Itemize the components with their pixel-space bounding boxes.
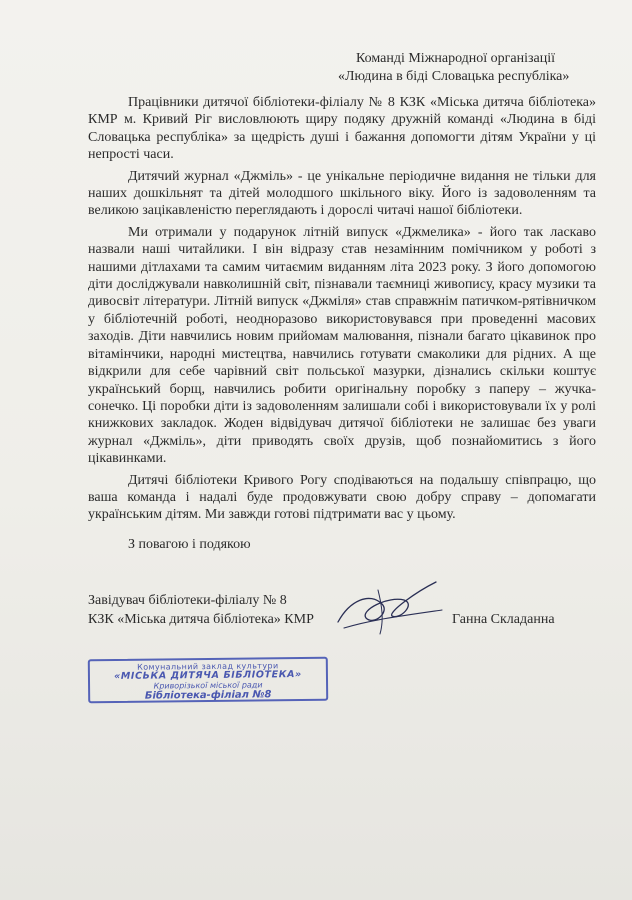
paragraph-3: Ми отримали у подарунок літній випуск «Джмелика» - його так ласкаво назвали наші читайлики. І він відразу став незамінним помічником у роботі з нашими дітлахами та самим читаємим виданням літа 2023 року. З його допомогою діти досліджували навколишній світ, пізнавали таємниці живопису, красу музики та дивосвіт літератури. Літній випуск «Джміля» став справжнім патичком-рятівничком у бібліотечній роботі, неодноразово використовувався при проведенні масових заходів. Діти навчились новим прийомам малювання, пізнали багато цікавинок про вітамінчики, народні мистецтва, навчились готувати смаколики для рідних. А ще відкрили для себе чарівний світ польської мазурки, дізнались скільки коштує український борщ, навчились робити оригінальну поробку з паперу – жучка-сонечко. Ці поробки діти із задоволенням залишали собі і використовували їх у ролі книжкових закладок. Жоден відвідувач дитячої бібліотеки не залишає без уваги журнал «Джміль», діти приводять своїх друзів, щоб познайомитись з його цікавинками. bbox=[88, 224, 596, 467]
stamp-line-2: «МІСЬКА ДИТЯЧА БІБЛІОТЕКА» bbox=[114, 669, 302, 682]
paragraph-2: Дитячий журнал «Джміль» - це унікальне періодичне видання не тільки для наших дошкільнят та дітей молодшого шкільного віку. Його із задоволенням та великою зацікавленістю переглядають і дорослі читачі нашої бібліотеки. bbox=[88, 168, 596, 219]
handwritten-signature bbox=[330, 570, 450, 640]
stamp-line-4: Бібліотека-філіал №8 bbox=[144, 689, 272, 702]
addressee-line-2: «Людина в біді Словацька республіка» bbox=[338, 69, 570, 84]
paragraph-4: Дитячі бібліотеки Кривого Рогу сподіваються на подальшу співпрацю, що ваша команда і надалі буде продовжувати свою добру справу – допомагати українським дітям. Ми завжди готові підтримати вас у цьому. bbox=[88, 472, 596, 523]
stamp-line-1: Комунальний заклад культури bbox=[137, 661, 279, 672]
stamp-line-3: Криворізької міської ради bbox=[153, 680, 263, 691]
paragraph-1: Працівники дитячої бібліотеки-філіалу № 8 КЗК «Міська дитяча бібліотека» КМР м. Кривий Ріг висловлюють щиру подяку дружній команді «Людина в біді Словацька республіка» за щедрість душі і бажання допомогти дітям України у ці непрості часи. bbox=[88, 95, 596, 163]
letter-body bbox=[88, 94, 596, 557]
official-stamp bbox=[88, 657, 328, 704]
signer-name: Ганна Складанна bbox=[452, 612, 555, 627]
signer-position: Завідувач бібліотеки-філіалу № 8 bbox=[88, 593, 287, 608]
signer-organization: КЗК «Міська дитяча бібліотека» КМР bbox=[88, 612, 314, 627]
addressee-block bbox=[318, 50, 618, 86]
addressee-line-1: Команді Міжнародної організації bbox=[356, 51, 556, 66]
closing-line: З повагою і подякою bbox=[128, 536, 251, 552]
